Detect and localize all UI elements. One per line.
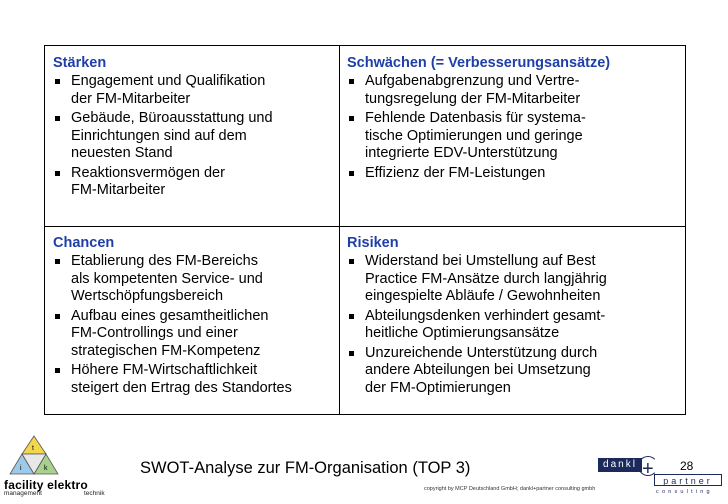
facility-elektrotechnik-logo	[4, 434, 116, 498]
list-item: Engagement und Qualifikation der FM-Mitarbeiter	[53, 73, 333, 108]
opportunities-quadrant	[53, 234, 333, 399]
swot-matrix	[44, 45, 686, 415]
vertical-divider	[339, 46, 340, 414]
strengths-list	[53, 73, 333, 200]
triangle-letter-top: t	[32, 445, 34, 452]
opportunities-list	[53, 253, 333, 397]
triangle-letter-right: k	[44, 465, 48, 472]
threats-list	[347, 253, 683, 397]
list-item: Etablierung des FM-Bereichs als kompetenten Service- und Wertschöpfungsbereich	[53, 253, 333, 306]
copyright-notice: copyright by MCP Deutschland GmbH; dankl+partner consulting gmbh	[424, 486, 596, 492]
threats-quadrant	[347, 234, 683, 399]
list-item: Effizienz der FM-Leistungen	[347, 165, 683, 183]
strengths-quadrant	[53, 54, 333, 202]
list-item: Höhere FM-Wirtschaftlichkeit steigert den Ertrag des Standortes	[53, 362, 333, 397]
weaknesses-title: Schwächen	[347, 55, 427, 71]
horizontal-divider	[45, 226, 685, 227]
triangle-letter-left: i	[20, 465, 22, 472]
weaknesses-subtitle: (= Verbesserungsansätze)	[430, 55, 611, 71]
logo-sub-a: management	[4, 490, 42, 497]
list-item: Abteilungsdenken verhindert gesamt- heitliche Optimierungsansätze	[347, 308, 683, 343]
threats-title: Risiken	[347, 235, 399, 251]
logo-brand-a: facility	[4, 478, 44, 492]
list-item: Reaktionsvermögen der FM-Mitarbeiter	[53, 165, 333, 200]
plus-icon: +	[642, 458, 654, 480]
slide-title: SWOT-Analyse zur FM-Organisation (TOP 3)	[140, 459, 471, 477]
list-item: Aufgabenabgrenzung und Vertre- tungsregelung der FM-Mitarbeiter	[347, 73, 683, 108]
list-item: Aufbau eines gesamtheitlichen FM-Controllings und einer strategischen FM-Kompetenz	[53, 308, 333, 361]
weaknesses-list	[347, 73, 683, 182]
logo-partner-text: partner	[654, 474, 722, 486]
page-number: 28	[680, 459, 694, 473]
list-item: Gebäude, Büroausstattung und Einrichtungen sind auf dem neuesten Stand	[53, 110, 333, 163]
list-item: Widerstand bei Umstellung auf Best Practice FM-Ansätze durch langjährig eingespielte Abläufe / Gewohnheiten	[347, 253, 683, 306]
triangle-logo-icon	[4, 434, 64, 478]
list-item: Fehlende Datenbasis für systema- tische Optimierungen und geringe integrierte EDV-Unterstützung	[347, 110, 683, 163]
weaknesses-heading	[347, 54, 683, 72]
weaknesses-quadrant	[347, 54, 683, 184]
strengths-title: Stärken	[53, 55, 107, 71]
logo-sub-b: technik	[84, 490, 105, 497]
dankl-partner-logo	[598, 456, 726, 502]
logo-brand-b: elektro	[47, 478, 88, 492]
list-item: Unzureichende Unterstützung durch andere Abteilungen bei Umsetzung der FM-Optimierungen	[347, 345, 683, 398]
logo-dankl-text: dankl	[598, 458, 642, 472]
logo-consulting-text: consulting	[656, 489, 713, 495]
opportunities-title: Chancen	[53, 235, 115, 251]
